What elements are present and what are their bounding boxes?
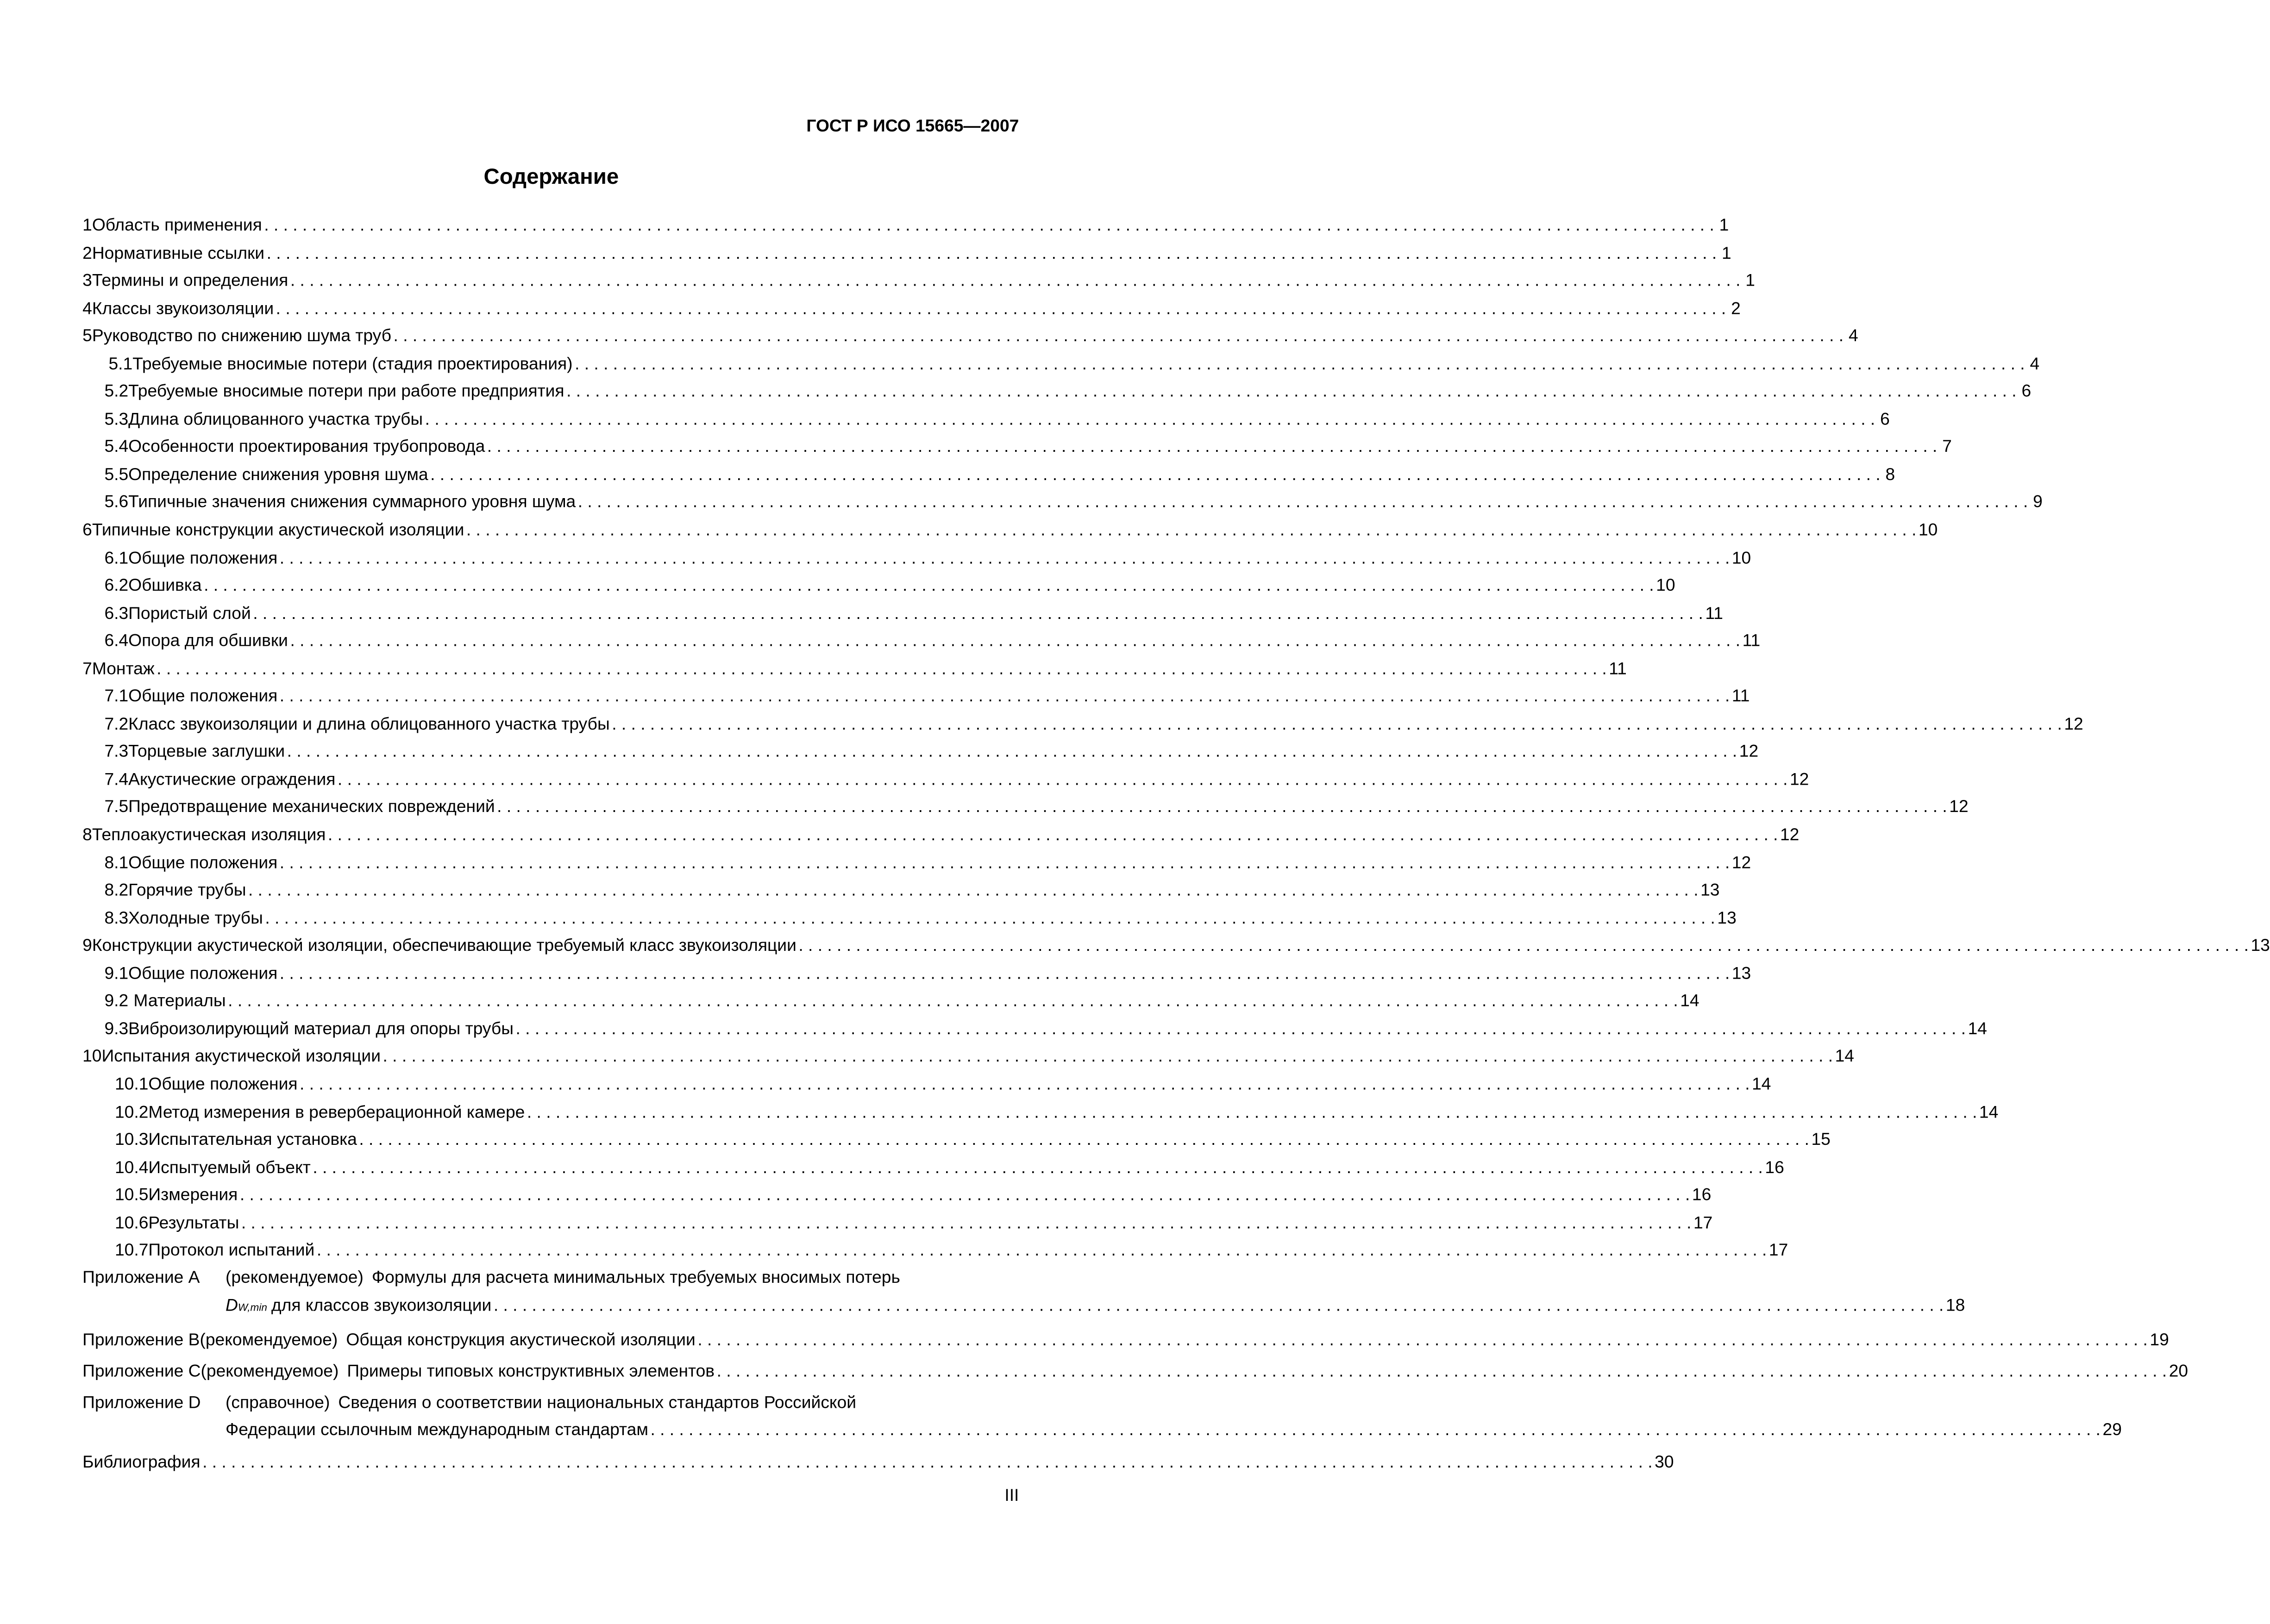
leader-dots <box>338 766 1788 794</box>
leader-dots <box>248 877 1699 905</box>
toc-entry[interactable] <box>82 655 1627 683</box>
toc-entry[interactable] <box>82 378 2032 406</box>
toc-entry[interactable] <box>82 600 1723 628</box>
toc-entry[interactable] <box>82 711 2083 738</box>
page-ref: 11 <box>1742 631 1761 651</box>
toc-entry[interactable] <box>82 267 1755 295</box>
toc-title: Особенности проектирования трубопровода <box>128 437 485 457</box>
formula-subscript: W,min <box>238 1302 267 1314</box>
toc-title: Общие положения <box>128 687 278 706</box>
appendix-c[interactable] <box>82 1357 2188 1385</box>
toc-number: 9.3 <box>104 1019 129 1038</box>
toc-entry[interactable] <box>82 406 1890 434</box>
toc-number: 9.2 <box>104 992 129 1011</box>
toc-entry[interactable] <box>82 240 1731 268</box>
leader-dots <box>280 849 1730 877</box>
leader-dots <box>280 544 1730 572</box>
toc-title: Протокол испытаний <box>148 1241 315 1260</box>
leader-dots <box>241 1209 1692 1237</box>
leader-dots <box>566 378 2017 406</box>
toc-number: 10.7 <box>114 1241 149 1260</box>
leader-dots <box>575 350 2025 378</box>
leader-dots <box>228 987 1678 1015</box>
toc-number: 5.5 <box>104 465 129 484</box>
toc-number: 2 <box>82 244 92 263</box>
page-ref: 14 <box>1835 1047 1854 1066</box>
leader-dots <box>276 295 1726 323</box>
appendix-b[interactable] <box>82 1326 2169 1354</box>
toc-entry[interactable] <box>82 1071 1771 1099</box>
toc-title: Общие положения <box>148 1075 298 1094</box>
leader-dots <box>516 1015 1966 1043</box>
toc-number: 1 <box>82 216 92 235</box>
page-ref: 14 <box>1968 1019 1987 1038</box>
leader-dots <box>300 1071 1750 1099</box>
toc-number: 8.3 <box>104 908 129 928</box>
page-ref: 18 <box>1945 1296 1965 1315</box>
leader-dots <box>487 433 1938 461</box>
page-ref: 1 <box>1719 216 1729 235</box>
toc-number: 9.1 <box>104 964 129 983</box>
appendix-label: Приложение С <box>82 1362 201 1380</box>
page-ref: 13 <box>1717 908 1737 928</box>
leader-dots <box>717 1357 2167 1385</box>
toc-number: 5.4 <box>104 437 129 457</box>
appendix-status: (рекомендуемое) <box>200 1330 338 1349</box>
toc-number: 5.6 <box>104 493 129 512</box>
toc-entry[interactable] <box>82 960 1751 988</box>
toc-entry[interactable] <box>82 489 2043 517</box>
appendix-label: Приложение А <box>82 1268 200 1287</box>
toc-entry[interactable] <box>82 544 1751 572</box>
toc-number: 5.2 <box>104 382 129 401</box>
toc-entry[interactable] <box>82 766 1809 794</box>
leader-dots <box>328 821 1778 849</box>
toc-number: 7 <box>82 659 92 678</box>
toc-entry[interactable] <box>82 932 2270 960</box>
toc-title: Теплоакустическая изоляция <box>92 825 326 844</box>
page-ref: 29 <box>2102 1420 2122 1440</box>
page-ref: 11 <box>1609 659 1627 678</box>
toc-number: 3 <box>82 271 92 290</box>
leader-dots <box>466 517 1917 544</box>
appendix-title: Примеры типовых конструктивных элементов <box>347 1362 715 1380</box>
toc-entry[interactable] <box>82 212 1729 240</box>
toc-entry[interactable] <box>82 738 1759 766</box>
page-ref: 12 <box>2064 714 2083 734</box>
leader-dots <box>280 683 1730 711</box>
toc-number: 7.1 <box>104 687 129 706</box>
leader-dots <box>497 794 1947 822</box>
appendix-label: Приложение В <box>82 1330 200 1349</box>
page-ref: 14 <box>1752 1075 1771 1094</box>
page-ref: 17 <box>1693 1213 1713 1232</box>
page-ref: 2 <box>1731 299 1741 318</box>
leader-dots <box>157 655 1607 683</box>
toc-title: Общие положения <box>128 853 278 872</box>
page-ref: 16 <box>1765 1158 1784 1177</box>
toc-entry[interactable] <box>82 572 1675 600</box>
leader-dots <box>265 905 1715 932</box>
bibliography-title: Библиография <box>82 1452 201 1472</box>
appendix-title: Формулы для расчета минимальных требуемых вносимых потерь <box>371 1268 900 1287</box>
table-of-contents <box>82 212 2270 1265</box>
toc-number: 8.2 <box>104 881 129 900</box>
page-ref: 20 <box>2169 1362 2188 1380</box>
toc-title: Результаты <box>148 1213 239 1232</box>
toc-title: Классы звукоизоляции <box>92 299 274 318</box>
appendix-a[interactable] <box>82 1264 1965 1322</box>
toc-number: 10.4 <box>114 1158 149 1177</box>
leader-dots <box>383 1043 1833 1071</box>
page-ref: 14 <box>1680 992 1699 1011</box>
toc-number: 5.1 <box>108 354 133 374</box>
leader-dots <box>202 1449 1653 1476</box>
page-ref: 10 <box>1731 548 1751 568</box>
toc-entry[interactable] <box>82 1015 1987 1043</box>
leader-dots <box>317 1237 1767 1265</box>
page-ref: 13 <box>1700 881 1720 900</box>
toc-number: 10.6 <box>114 1213 149 1232</box>
toc-number: 5 <box>82 327 92 346</box>
toc-title: Конструкции акустической изоляции, обеспечивающие требуемый класс звукоизоляции <box>92 936 796 956</box>
document-code: ГОСТ Р ИСО 15665—2007 <box>806 117 1019 136</box>
toc-title: Испытательная установка <box>148 1130 357 1149</box>
toc-entry[interactable] <box>82 877 1720 905</box>
page-number: III <box>1004 1486 1019 1505</box>
appendix-label: Приложение D <box>82 1393 201 1412</box>
leader-dots <box>494 1292 1944 1319</box>
toc-title: Общие положения <box>128 964 278 983</box>
page-ref: 10 <box>1656 576 1675 595</box>
toc-entry[interactable] <box>82 794 1969 822</box>
toc-title: Метод измерения в реверберационной камере <box>148 1102 525 1122</box>
toc-entry[interactable] <box>82 295 1741 323</box>
page-ref: 19 <box>2150 1330 2169 1349</box>
appendix-title: Общая конструкция акустической изоляции <box>346 1330 696 1349</box>
appendix-title-cont: для классов звукоизоляции <box>271 1296 492 1315</box>
toc-title: Монтаж <box>92 659 155 678</box>
page-title: Содержание <box>483 165 619 189</box>
toc-number: 7.5 <box>104 798 129 817</box>
toc-title: Обшивка <box>128 576 202 595</box>
leader-dots <box>290 627 1741 655</box>
leader-dots <box>430 461 1881 489</box>
page-ref: 12 <box>1789 770 1809 789</box>
leader-dots <box>612 711 2062 738</box>
toc-entry[interactable] <box>82 683 1750 711</box>
toc-entry[interactable] <box>82 433 1952 461</box>
toc-number: 5.3 <box>104 410 129 429</box>
page-ref: 12 <box>1731 853 1751 872</box>
toc-number: 8.1 <box>104 853 129 872</box>
page-ref: 1 <box>1722 244 1731 263</box>
appendix-d[interactable] <box>82 1389 2122 1444</box>
toc-entry[interactable] <box>82 1154 1784 1182</box>
page-ref: 15 <box>1811 1130 1831 1149</box>
leader-dots <box>240 1181 1690 1209</box>
toc-entry[interactable] <box>82 461 1895 489</box>
toc-title: Определение снижения уровня шума <box>128 465 428 484</box>
toc-number: 6.4 <box>104 631 129 651</box>
toc-title: Виброизолирующий материал для опоры трубы <box>128 1019 514 1038</box>
toc-entry[interactable] <box>82 905 1737 932</box>
toc-number: 9 <box>82 936 92 956</box>
toc-entry[interactable] <box>82 323 1858 350</box>
leader-dots <box>527 1099 1977 1126</box>
toc-title: Класс звукоизоляции и длина облицованного участка трубы <box>128 714 610 734</box>
appendix-status: (рекомендуемое) <box>201 1362 339 1380</box>
appendix-title-cont: Федерации ссылочным международным стандартам <box>225 1420 648 1440</box>
leader-dots <box>359 1126 1809 1154</box>
toc-entry[interactable] <box>82 1209 1713 1237</box>
page-ref: 6 <box>1880 410 1890 429</box>
toc-title: Требуемые вносимые потери (стадия проектирования) <box>132 354 573 374</box>
leader-dots <box>280 960 1730 988</box>
page-ref: 8 <box>1885 465 1895 484</box>
toc-title: Длина облицованного участка трубы <box>128 410 423 429</box>
toc-entry[interactable] <box>82 1126 1831 1154</box>
toc-number: 7.2 <box>104 714 129 734</box>
toc-title: Измерения <box>148 1186 238 1205</box>
leader-dots <box>394 323 1844 350</box>
page-ref: 11 <box>1705 604 1723 623</box>
toc-title: Нормативные ссылки <box>92 244 265 263</box>
toc-entry[interactable] <box>82 849 1751 877</box>
leader-dots <box>267 240 1717 268</box>
page-ref: 11 <box>1731 687 1750 706</box>
toc-title: Опора для обшивки <box>128 631 288 651</box>
toc-title: Горячие трубы <box>128 881 246 900</box>
page-ref: 14 <box>1979 1102 1999 1122</box>
toc-number: 6.2 <box>104 576 129 595</box>
toc-number: 6 <box>82 521 92 540</box>
appendix-list <box>82 1264 2188 1476</box>
toc-number: 7.3 <box>104 742 129 762</box>
page-ref: 13 <box>2251 936 2270 956</box>
toc-title: Торцевые заглушки <box>128 742 285 762</box>
page-ref: 12 <box>1739 742 1759 762</box>
toc-number: 10.1 <box>114 1075 149 1094</box>
appendix-status: (рекомендуемое) <box>225 1268 364 1287</box>
page-ref: 17 <box>1768 1241 1788 1260</box>
page-ref: 1 <box>1745 271 1755 290</box>
formula-symbol: D <box>225 1296 238 1315</box>
toc-number: 10 <box>82 1047 102 1066</box>
toc-number: 10.5 <box>114 1186 149 1205</box>
appendix-title: Сведения о соответствии национальных стандартов Российской <box>338 1393 857 1412</box>
page-ref: 30 <box>1655 1452 1674 1472</box>
toc-title: Термины и определения <box>92 271 288 290</box>
leader-dots <box>650 1417 2101 1444</box>
leader-dots <box>204 572 1654 600</box>
toc-title: Руководство по снижению шума труб <box>92 327 392 346</box>
toc-title: Материалы <box>133 992 226 1011</box>
toc-entry[interactable] <box>82 1043 1854 1071</box>
toc-title: Типичные конструкции акустической изоляции <box>92 521 464 540</box>
toc-title: Требуемые вносимые потери при работе предприятия <box>128 382 564 401</box>
leader-dots <box>290 267 1741 295</box>
page-ref: 12 <box>1949 798 1969 817</box>
toc-number: 6.1 <box>104 548 129 568</box>
leader-dots <box>798 932 2249 960</box>
toc-entry[interactable] <box>82 627 1761 655</box>
toc-entry[interactable] <box>82 1099 1999 1126</box>
toc-number: 6.3 <box>104 604 129 623</box>
page-ref: 12 <box>1780 825 1800 844</box>
page-ref: 4 <box>1848 327 1858 346</box>
toc-title: Область применения <box>92 216 262 235</box>
toc-title: Пористый слой <box>128 604 251 623</box>
toc-entry[interactable] <box>82 987 1699 1015</box>
page-ref: 4 <box>2030 354 2040 374</box>
toc-title: Холодные трубы <box>128 908 263 928</box>
toc-title: Типичные значения снижения суммарного уровня шума <box>128 493 576 512</box>
leader-dots <box>264 212 1714 240</box>
toc-number: 10.2 <box>114 1102 149 1122</box>
leader-dots <box>287 738 1737 766</box>
toc-entry[interactable] <box>82 350 2040 378</box>
toc-number: 8 <box>82 825 92 844</box>
toc-entry[interactable] <box>82 1181 1712 1209</box>
page-ref: 16 <box>1692 1186 1712 1205</box>
page-ref: 9 <box>2033 493 2043 512</box>
toc-entry[interactable] <box>82 517 1938 544</box>
leader-dots <box>697 1326 2148 1354</box>
page-ref: 6 <box>2021 382 2032 401</box>
appendix-status: (справочное) <box>225 1393 330 1412</box>
toc-entry[interactable] <box>82 1237 1788 1265</box>
toc-title: Испытания акустической изоляции <box>101 1047 381 1066</box>
leader-dots <box>578 489 2028 517</box>
toc-number: 4 <box>82 299 92 318</box>
bibliography[interactable] <box>82 1449 1674 1476</box>
toc-number: 7.4 <box>104 770 129 789</box>
leader-dots <box>425 406 1875 434</box>
page-ref: 7 <box>1942 437 1952 457</box>
toc-title: Испытуемый объект <box>148 1158 311 1177</box>
leader-dots <box>313 1154 1763 1182</box>
toc-title: Общие положения <box>128 548 278 568</box>
leader-dots <box>253 600 1703 628</box>
toc-entry[interactable] <box>82 821 1800 849</box>
toc-title: Предотвращение механических повреждений <box>128 798 495 817</box>
page-ref: 13 <box>1731 964 1751 983</box>
toc-title: Акустические ограждения <box>128 770 336 789</box>
toc-number: 10.3 <box>114 1130 149 1149</box>
page-ref: 10 <box>1918 521 1938 540</box>
